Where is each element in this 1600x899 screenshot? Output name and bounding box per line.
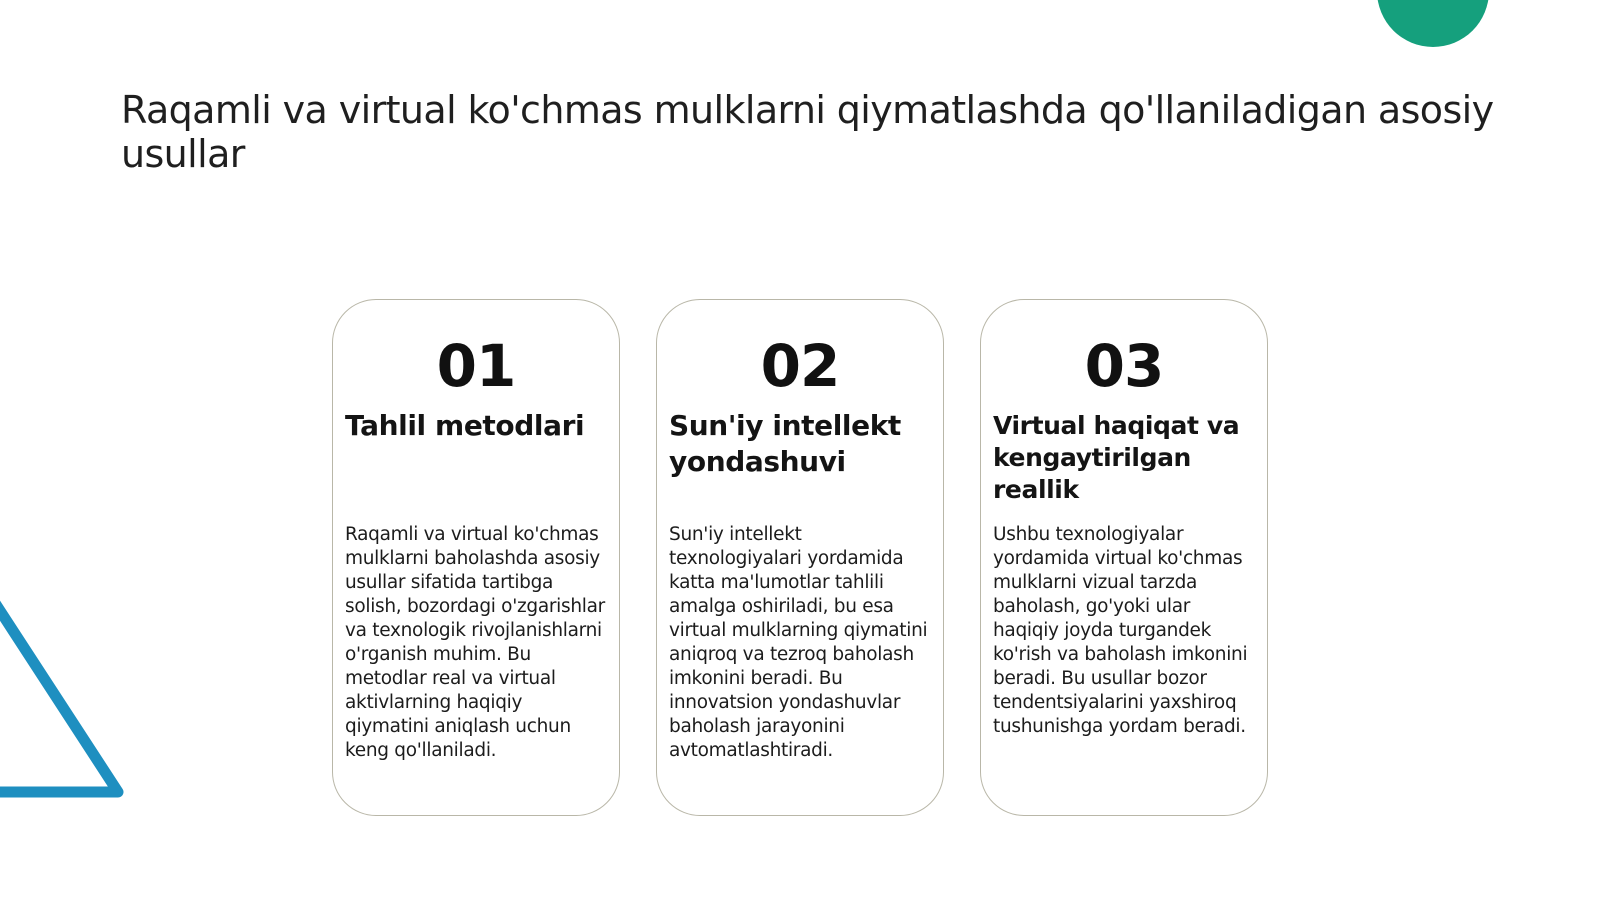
method-cards bbox=[332, 299, 1268, 816]
card-heading: Virtual haqiqat va kengaytirilgan reallik bbox=[993, 411, 1240, 504]
method-card-3 bbox=[980, 299, 1268, 816]
decorative-green-circle bbox=[1377, 0, 1489, 47]
card-heading: Tahlil metodlari bbox=[345, 409, 585, 442]
method-card-2 bbox=[656, 299, 944, 816]
method-card-1 bbox=[332, 299, 620, 816]
card-description: Raqamli va virtual ko'chmas mulklarni baholashda asosiy usullar sifatida tartibga solish, bozordagi o'zgarishlar va texnologik rivojlanishlarni o'rganish muhim. Bu metodlar real va virtual aktivlarning haqiqiy qiymatini aniqlash uchun keng qo'llaniladi. bbox=[345, 524, 605, 761]
card-description: Ushbu texnologiyalar yordamida virtual ko'chmas mulklarni vizual tarzda baholash, go'yoki ular haqiqiy joyda turgandek ko'rish va baholash imkonini beradi. Bu usullar bozor tendentsiyalarini yaxshiroq tushunishga yordam beradi. bbox=[993, 524, 1248, 737]
card-number: 02 bbox=[760, 332, 840, 400]
decorative-triangle-outline bbox=[0, 570, 140, 820]
card-number: 01 bbox=[436, 332, 516, 400]
card-number: 03 bbox=[1084, 332, 1164, 400]
card-heading: Sun'iy intellekt yondashuvi bbox=[669, 409, 901, 478]
slide-title: Raqamli va virtual ko'chmas mulklarni qiymatlashda qo'llaniladigan asosiy usullar bbox=[121, 88, 1494, 176]
card-description: Sun'iy intellekt texnologiyalari yordamida katta ma'lumotlar tahlili amalga oshiriladi, bu esa virtual mulklarning qiymatini aniqroq va tezroq baholash imkonini beradi. Bu innovatsion yondashuvlar baholash jarayonini avtomatlashtiradi. bbox=[669, 524, 928, 761]
